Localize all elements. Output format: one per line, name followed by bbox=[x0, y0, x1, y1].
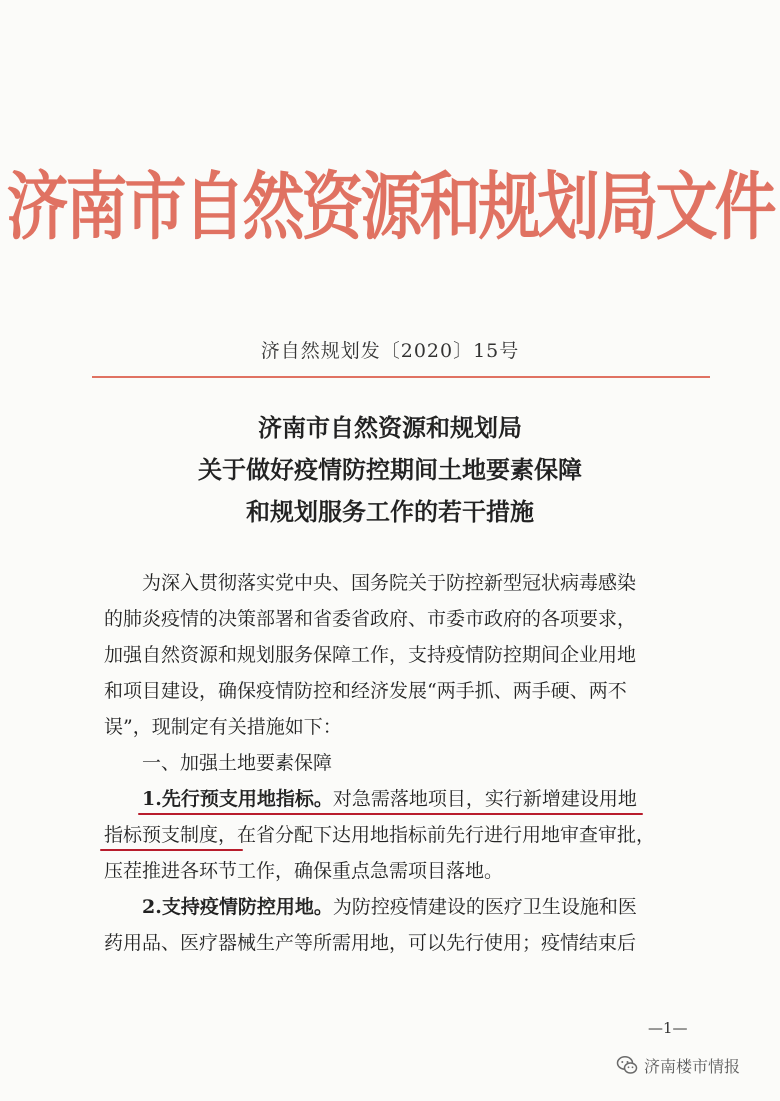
item-1-title: 1.先行预支用地指标。 bbox=[142, 788, 333, 810]
intro-text-5: 误”，现制定有关措施如下： bbox=[104, 716, 342, 738]
header-title: 济南市自然资源和规划局文件 bbox=[6, 163, 774, 250]
intro-line-1 bbox=[104, 565, 704, 601]
item-1-text-2: 在省分配下达用地指标前先行进行用地审查审批， bbox=[237, 824, 656, 846]
watermark-text: 济南楼市情报 bbox=[644, 1056, 741, 1076]
title-line-3: 和规划服务工作的若干措施 bbox=[246, 497, 534, 526]
header-divider bbox=[92, 376, 710, 378]
document-number: 济自然规划发〔2020〕15号 bbox=[260, 340, 520, 362]
section-heading bbox=[104, 745, 704, 781]
intro-text-4: 和项目建设，确保疫情防控和经济发展“两手抓、两手硬、两不 bbox=[104, 680, 627, 702]
underlined-segment-1 bbox=[142, 781, 637, 817]
watermark bbox=[616, 1048, 740, 1082]
intro-text-3: 加强自然资源和规划服务保障工作，支持疫情防控期间企业用地 bbox=[104, 644, 637, 666]
intro-line-5 bbox=[104, 709, 704, 745]
intro-text-2: 的肺炎疫情的决策部署和省委省政府、市委市政府的各项要求， bbox=[104, 608, 637, 630]
item-2-text-1: 为防控疫情建设的医疗卫生设施和医 bbox=[332, 896, 637, 918]
item-1-line-3 bbox=[104, 853, 704, 889]
body-text bbox=[104, 565, 704, 961]
item-1-text-1: 对急需落地项目，实行新增建设用地 bbox=[332, 788, 637, 810]
item-2-text-2: 药用品、医疗器械生产等所需用地，可以先行使用；疫情结束后 bbox=[104, 932, 637, 954]
intro-line-4 bbox=[104, 673, 704, 709]
item-2-line-2 bbox=[104, 925, 704, 961]
item-2-title: 2.支持疫情防控用地。 bbox=[142, 896, 333, 918]
title-line-2: 关于做好疫情防控期间土地要素保障 bbox=[198, 455, 582, 484]
title-line-1: 济南市自然资源和规划局 bbox=[258, 413, 522, 442]
item-1-text-3: 压茬推进各环节工作，确保重点急需项目落地。 bbox=[104, 860, 504, 882]
item-2-line-1 bbox=[104, 889, 704, 925]
item-1-line-2 bbox=[104, 817, 704, 853]
intro-line-2 bbox=[104, 601, 704, 637]
item-1-text-2-underlined: 指标预支制度， bbox=[104, 824, 238, 846]
underlined-segment-2 bbox=[104, 817, 237, 853]
page-number: —1— bbox=[648, 1019, 688, 1037]
item-1-line-1 bbox=[104, 781, 704, 817]
wechat-icon bbox=[616, 1054, 638, 1076]
main-title bbox=[0, 407, 780, 533]
intro-line-3 bbox=[104, 637, 704, 673]
intro-text-1: 为深入贯彻落实党中央、国务院关于防控新型冠状病毒感染 bbox=[142, 572, 637, 594]
section-heading-text: 一、加强土地要素保障 bbox=[142, 752, 333, 774]
